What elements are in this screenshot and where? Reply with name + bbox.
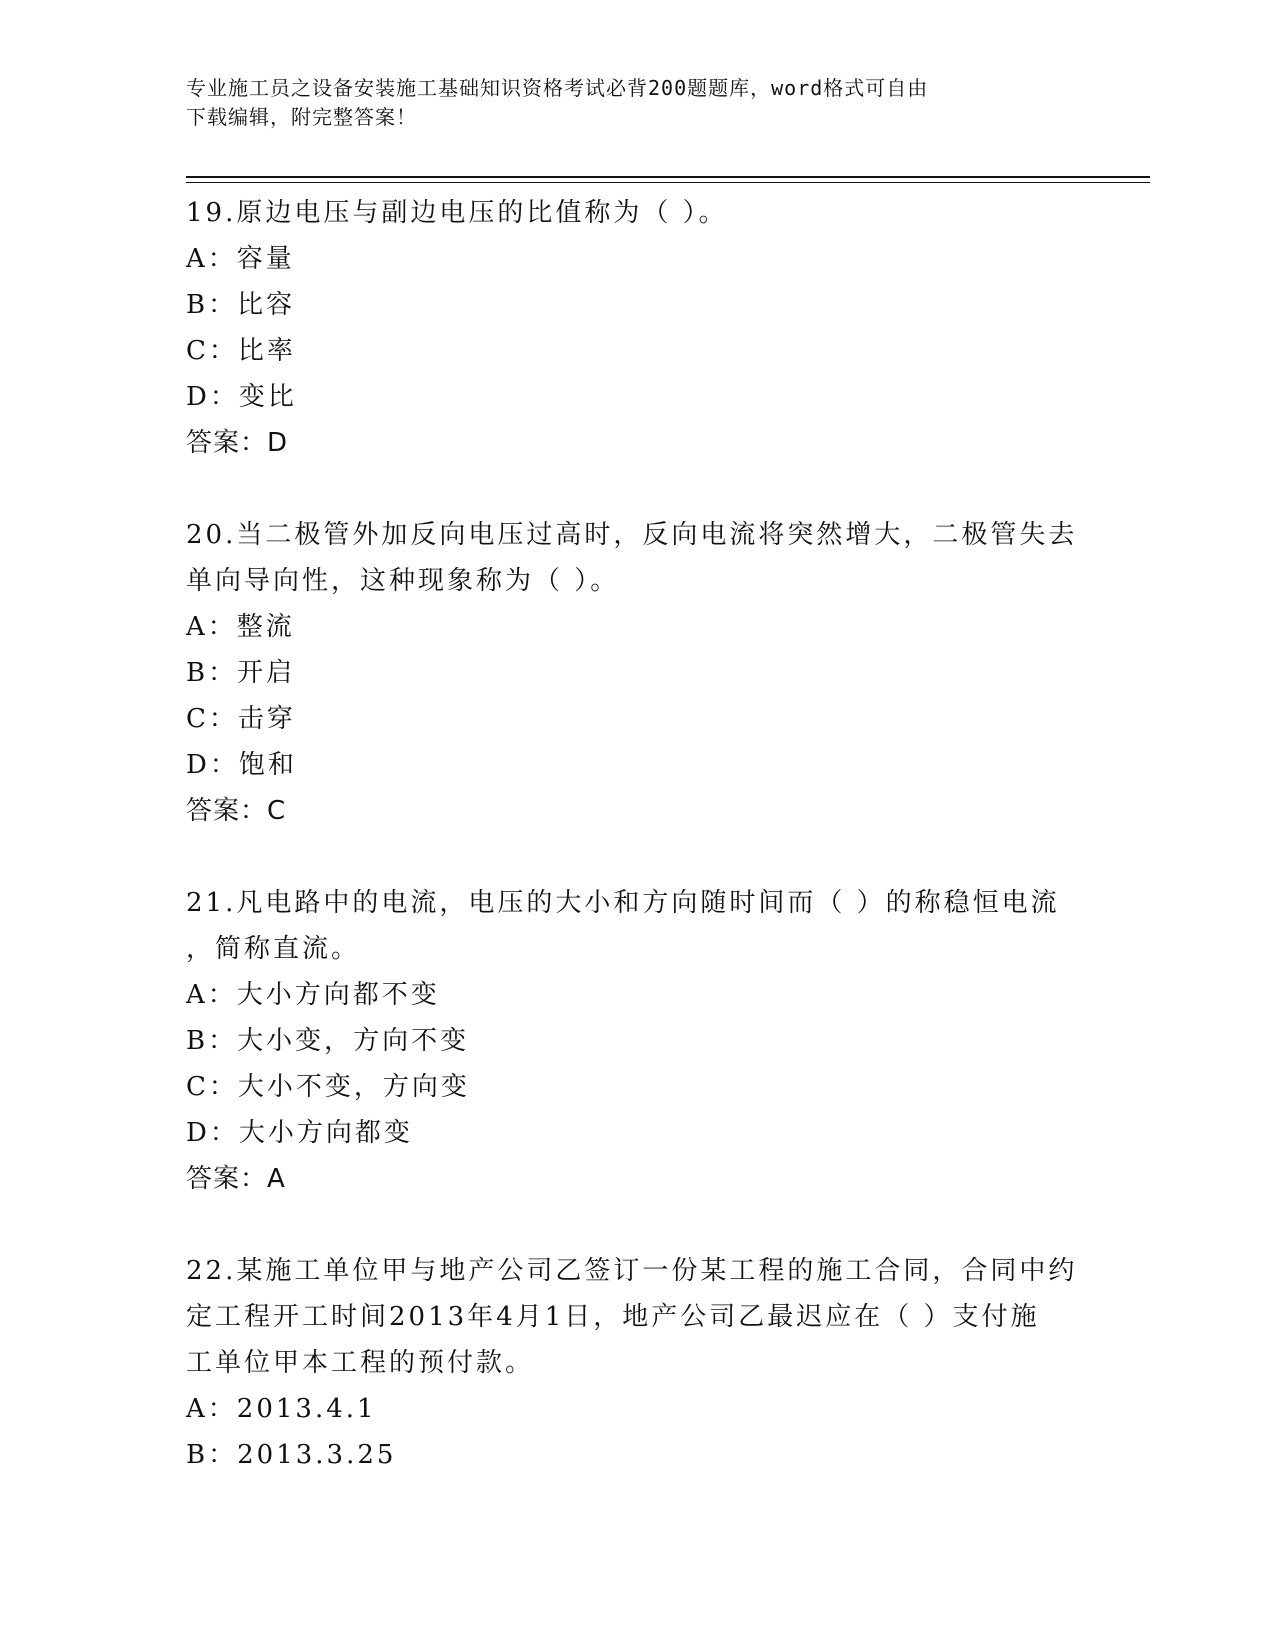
header-rule-thin — [186, 182, 1150, 183]
option-a: A：2013.4.1 — [186, 1394, 377, 1424]
option-b: B：2013.3.25 — [186, 1440, 397, 1470]
question-text: 单向导向性，这种现象称为（ ）。 — [186, 566, 620, 596]
question-text: 21.凡电路中的电流，电压的大小和方向随时间而（ ）的称稳恒电流 — [186, 888, 1060, 918]
option-b: B：大小变，方向不变 — [186, 1026, 470, 1056]
question-20 — [186, 512, 1086, 834]
header-rule-thick — [186, 176, 1150, 178]
option-d: D：变比 — [186, 382, 297, 412]
question-text: 22.某施工单位甲与地产公司乙签订一份某工程的施工合同，合同中约 — [186, 1256, 1078, 1286]
question-list — [186, 190, 1086, 1524]
question-text: 工单位甲本工程的预付款。 — [186, 1348, 535, 1378]
option-b: B：比容 — [186, 290, 296, 320]
option-a: A：大小方向都不变 — [186, 980, 440, 1010]
option-a: A：整流 — [186, 612, 295, 642]
document-header — [186, 74, 1086, 132]
header-line: 下载编辑，附完整答案！ — [186, 105, 417, 129]
option-a: A：容量 — [186, 244, 295, 274]
option-d: D：大小方向都变 — [186, 1118, 413, 1148]
option-b: B：开启 — [186, 658, 296, 688]
option-c: C：大小不变，方向变 — [186, 1072, 470, 1102]
option-c: C：击穿 — [186, 704, 296, 734]
answer: 答案：A — [186, 1164, 286, 1194]
question-22 — [186, 1248, 1086, 1478]
option-c: C：比率 — [186, 336, 296, 366]
question-text: 20.当二极管外加反向电压过高时，反向电流将突然增大，二极管失去 — [186, 520, 1078, 550]
question-19 — [186, 190, 1086, 466]
option-d: D：饱和 — [186, 750, 297, 780]
answer: 答案：C — [186, 796, 287, 826]
question-21 — [186, 880, 1086, 1202]
question-text: ，简称直流。 — [186, 934, 361, 964]
question-text: 19.原边电压与副边电压的比值称为（ ）。 — [186, 198, 728, 228]
header-line: 专业施工员之设备安装施工基础知识资格考试必背200题题库，word格式可自由 — [186, 76, 929, 100]
answer: 答案：D — [186, 428, 289, 458]
question-text: 定工程开工时间2013年4月1日，地产公司乙最迟应在（ ）支付施 — [186, 1302, 1040, 1332]
